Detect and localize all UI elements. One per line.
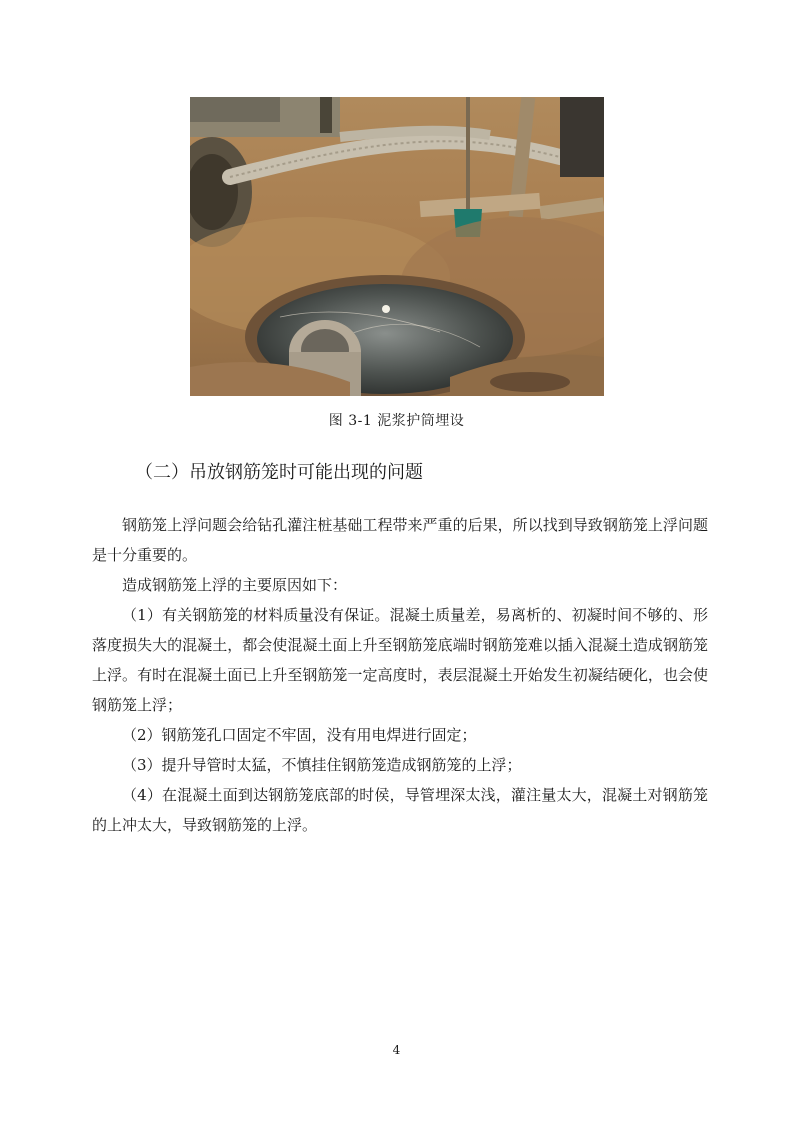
page-number: 4 [392, 1043, 401, 1057]
figure-caption: 图 3-1 泥浆护筒埋设 [328, 413, 465, 429]
paragraph: （3）提升导管时太猛，不慎挂住钢筋笼造成钢筋笼的上浮； [122, 756, 522, 774]
mud-casing-photo [190, 97, 604, 396]
paragraph: （4）在混凝土面到达钢筋笼底部的时侯，导管埋深太浅，灌注量太大，混凝土对钢筋笼的上冲太大，导致钢筋笼的上浮。 [92, 786, 708, 834]
paragraph: 造成钢筋笼上浮的主要原因如下： [122, 576, 348, 594]
paragraph: 钢筋笼上浮问题会给钻孔灌注桩基础工程带来严重的后果，所以找到导致钢筋笼上浮问题是十分重要的。 [92, 516, 708, 564]
figure-photo [190, 97, 604, 396]
paragraph: （2）钢筋笼孔口固定不牢固，没有用电焊进行固定； [122, 726, 477, 744]
paragraph: （1）有关钢筋笼的材料质量没有保证。混凝土质量差，易离析的、初凝时间不够的、形落度损失大的混凝土，都会使混凝土面上升至钢筋笼底端时钢筋笼难以插入混凝土造成钢筋笼上浮。有时在混凝土面已上升至钢筋笼一定高度时，表层混凝土开始发生初凝结硬化，也会使钢筋笼上浮； [92, 606, 708, 714]
section-heading: （二）吊放钢筋笼时可能出现的问题 [135, 462, 423, 483]
